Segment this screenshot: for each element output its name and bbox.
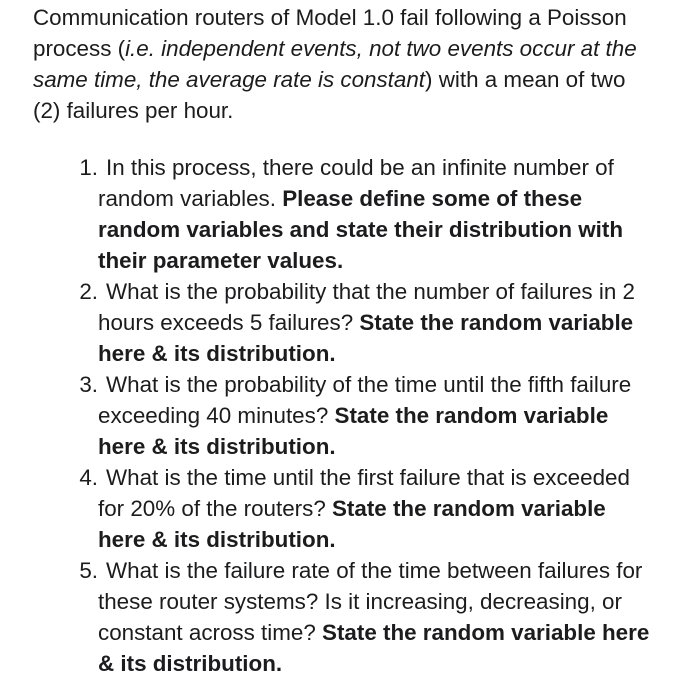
question-plain-text: What is the probability of the time until the fifth failure exceeding 40 minutes? [98, 372, 632, 428]
question-plain-text: What is the probability that the number of failures in 2 hours exceeds 5 failures? [98, 279, 635, 335]
intro-italic-text: i.e. independent events, not two events occur at the same time, the average rate is constant [33, 36, 637, 92]
question-text [98, 462, 651, 555]
question-bold-text: State the random variable here & its distribution. [98, 403, 609, 459]
question-number [33, 152, 98, 183]
question-text [98, 555, 651, 679]
question-number-label: 3. [79, 372, 98, 397]
intro-paragraph [33, 2, 651, 126]
question-item-2 [33, 276, 651, 369]
question-item-3 [33, 369, 651, 462]
question-bold-text: Please define some of these random variables and state their distribution with their parameter values. [98, 186, 624, 273]
question-item-5 [33, 555, 651, 679]
intro-text-part1: Communication routers of Model 1.0 fail following a Poisson process ( [33, 5, 627, 61]
question-number [33, 462, 98, 493]
question-text [98, 276, 651, 369]
question-number-label: 4. [79, 465, 98, 490]
question-text [98, 369, 651, 462]
question-item-1 [33, 152, 651, 276]
question-bold-text: State the random variable here & its distribution. [98, 310, 634, 366]
question-bold-text: State the random variable here & its distribution. [98, 620, 650, 676]
question-bold-text: State the random variable here & its distribution. [98, 496, 606, 552]
question-number [33, 555, 98, 586]
question-plain-text: In this process, there could be an infinite number of random variables. [98, 155, 614, 211]
question-number-label: 5. [79, 558, 98, 583]
question-plain-text: What is the failure rate of the time between failures for these router systems? Is it increasing, decreasing, or constant across time? [98, 558, 643, 645]
question-list [33, 152, 651, 679]
intro-text-part2: ) with a mean of two (2) failures per hour. [33, 67, 626, 123]
question-number [33, 369, 98, 400]
question-item-4 [33, 462, 651, 555]
question-number-label: 2. [79, 279, 98, 304]
question-number [33, 276, 98, 307]
question-text [98, 152, 651, 276]
question-plain-text: What is the time until the first failure that is exceeded for 20% of the routers? [98, 465, 630, 521]
question-number-label: 1. [79, 155, 98, 180]
